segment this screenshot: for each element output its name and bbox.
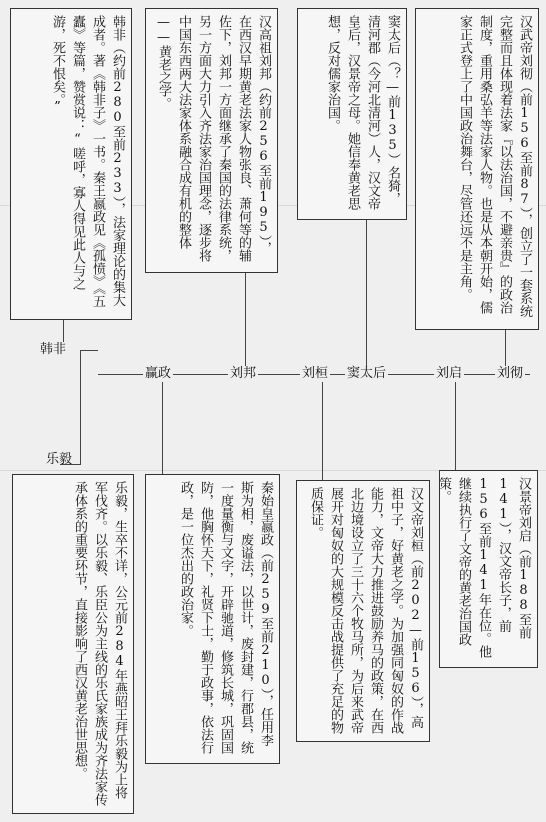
box-liuqi-text: 汉景帝刘启（前188至前141），汉文帝长子，前156至前141年在位。他继续执行了文帝的黄老治国政策。 — [436, 477, 531, 658]
connector-liuqi — [455, 374, 456, 470]
node-liubang: 刘邦 — [230, 366, 257, 381]
node-liuheng: 刘桓 — [302, 366, 329, 381]
box-yingzheng — [145, 474, 280, 764]
box-hanfei-text: 韩非（约前280至前233），法家理论的集大成者。著《韩非子》一书。秦王嬴政见《孤愤》《五蠹》等篇，赞赏说：“嗟呼，寡人得见此人与之游，死不恨矣。” — [50, 15, 125, 308]
box-liuheng-text: 汉文帝刘桓（前202—前156），高祖中子，好黄老之学。为加强同匈奴的作战能力，文帝大力推进鼓励养马的政策，在西北边境设立了三十六个牧马所，为后来武帝展开对匈奴的大规模反击战提供了充足的物质保证。 — [308, 487, 423, 734]
connector-hanfei — [63, 320, 64, 342]
node-liuche: 刘彻 — [497, 366, 524, 381]
connector-liuheng — [322, 374, 323, 480]
connector-yingzheng — [162, 374, 163, 474]
box-yueyi-text: 乐毅，生卒不详，公元前284年燕昭王拜乐毅为上将军伐齐。以乐毅、乐臣公为主线的乐氏家族成为齐法家传承体系的重要环节，直接影响了西汉黄老治世思想。 — [72, 481, 127, 806]
box-liuheng — [296, 480, 430, 742]
box-liuche-text: 汉武帝刘彻（前156至前87），创立了一套系统完整而且体现着法家『以法治国，不避亲贵』的政治制度，重用桑弘羊等法家人物。也是从本朝开始，儒家正式登上了中国政治舞台，尽管还远不是主角。 — [457, 15, 532, 318]
box-yingzheng-text: 秦始皇嬴政（前259至前210），任用李斯为相，废谥法，以世计，废封建，行郡县，统一度量衡与文字，开辟驰道，修筑长城，巩固国防，他胸怀天下，礼贤下士，勤于政事，依法行政，是一位杰出的政治家。 — [178, 481, 273, 754]
box-liubang-text: 汉高祖刘邦（约前256至前195），在西汉早期黄老法家人物张良、萧何等的辅佐下，刘邦一方面继承了秦国的法律系统，另一方面大力引入齐法家治国理念，逐步将中国东西两大法家体系融合成有机的整体——黄老之学。 — [156, 15, 271, 262]
connector-liubang — [245, 273, 246, 374]
fork-upper — [80, 350, 81, 374]
box-liubang — [145, 8, 278, 273]
fork-lower — [80, 374, 81, 464]
box-yueyi — [12, 474, 134, 814]
connector-doutaihou — [366, 220, 367, 374]
node-yingzheng: 赢政 — [145, 366, 172, 381]
branch-label-hanfei: 韩非 — [40, 342, 67, 357]
node-liuqi: 刘启 — [436, 366, 463, 381]
box-liuqi — [436, 470, 538, 668]
branch-label-yueyi: 乐毅 — [46, 452, 73, 467]
box-doutaihou-text: 窦太后（？—前135）名猗，清河郡（今河北清河）人，汉文帝皇后，汉景帝之母。她信奉黄老思想，反对儒家治国。 — [325, 15, 400, 210]
box-hanfei — [10, 8, 132, 320]
node-doutaihou: 窦太后 — [347, 366, 387, 381]
box-doutaihou — [297, 8, 407, 220]
box-liuche — [415, 8, 539, 330]
fork-hook-upper — [80, 350, 98, 351]
